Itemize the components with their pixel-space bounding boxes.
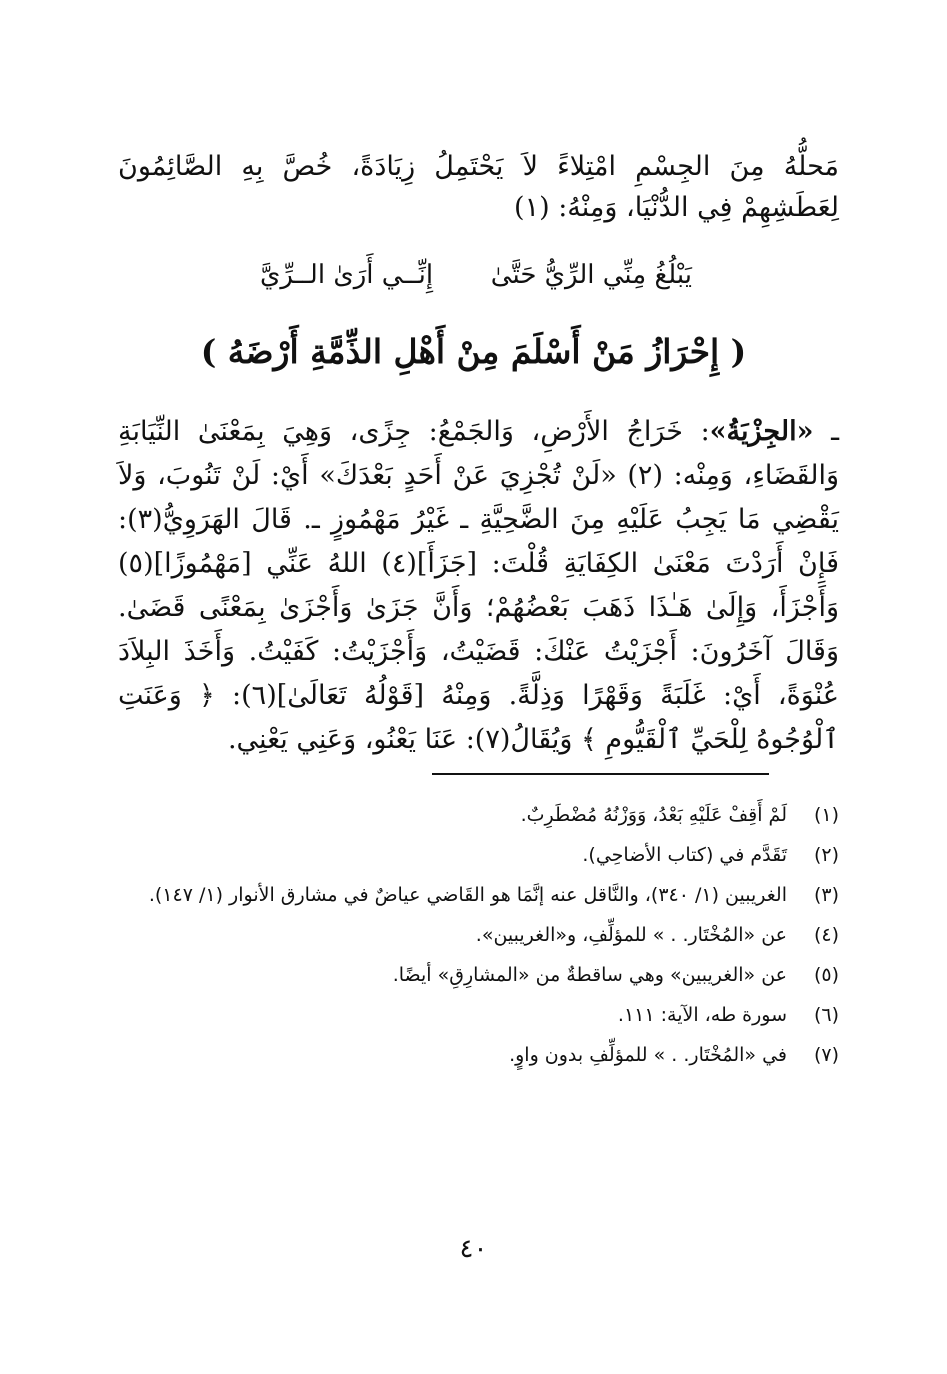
footnote — [118, 995, 839, 1035]
footnote-text: في «المُخْتَار. . » للمؤلِّفِ بدون واوٍ. — [509, 1044, 787, 1066]
footnote-number: (٢) — [813, 844, 839, 866]
verse-first-hemistich: يَبْلُغُ مِنِّي الرِّيُّ حَتَّىٰ — [490, 260, 692, 290]
paragraph-top: مَحلُّهُ مِنَ الجِسْمِ امْتِلاءً لاَ يَحْتَمِلُ زِيَادَةً، خُصَّ بِهِ الصَّائِمُونَ لِعَطَشِهِمْ فِي الدُّنْيَا، وَمِنْهُ: (١) — [118, 151, 839, 223]
footnote-number: (٦) — [813, 1004, 839, 1026]
paragraph-jizya — [118, 410, 839, 762]
footnote — [118, 875, 839, 915]
footnote-text: عن «المُخْتَار. . » للمؤلِّفِ، و«الغريبين». — [475, 924, 787, 946]
section-heading: ( إِحْرَازُ مَنْ أَسْلَمَ مِنْ أَهْلِ الذِّمَّةِ أَرْضَهُ ) — [200, 332, 747, 371]
footnote-number: (٧) — [813, 1044, 839, 1066]
footnote-number: (٣) — [813, 884, 839, 906]
footnote — [118, 795, 839, 835]
footnotes-list — [118, 795, 839, 1075]
footnote-text: تَقَدَّم في (كتاب الأضاحِي). — [582, 844, 787, 866]
poetry-verse — [260, 260, 692, 290]
footnote-text: الغريبين (١/ ٣٤٠)، والنَّاقل عنه إنَّمَا هو القَاضي عياضٌ في مشارق الأنوار (١/ ١٤٧). — [148, 884, 787, 906]
footnote-number: (٥) — [813, 964, 839, 986]
footnote — [118, 915, 839, 955]
paragraph-prefix: ـ — [813, 416, 839, 447]
footnote-divider — [432, 773, 769, 775]
headword: «الجِزْيَةُ» — [709, 416, 814, 447]
verse-second-hemistich: إِنِّــي أَرَىٰ الــرِّيَّ — [260, 260, 434, 290]
footnote — [118, 1035, 839, 1075]
footnote-text: عن «الغريبين» وهي ساقطةٌ من «المشارِقِ» أيضًا. — [392, 964, 787, 986]
footnote — [118, 835, 839, 875]
footnote-number: (٤) — [813, 924, 839, 946]
paragraph-body: : خَرَاجُ الأَرْضِ، وَالجَمْعُ: جِزًى، وَهِيَ بِمَعْنَىٰ النِّيَابَةِ وَالقَضَاءِ، وَمِنْه: (٢) «لَنْ تُجْزِيَ عَنْ أَحَدٍ بَعْدَكَ» أَيْ: لَنْ تَنُوبَ، وَلاَ يَقْضِي مَا يَجِبُ عَلَيْهِ مِنَ الضَّحِيَّةِ ـ غَيْرُ مَهْمُوزٍ ـ. قَالَ الهَرَوِيُّ(٣): فَإِنْ أَرَدْتَ مَعْنَىٰ الكِفَايَةِ قُلْتَ: [جَزَأَ](٤) اللهُ عَنِّي [مَهْمُوزًا](٥) وَأَجْزَأَ، وَإِلَىٰ هَـٰذَا ذَهَبَ بَعْضُهُمْ؛ وَأَنَّ جَزَىٰ وَأَجْزَىٰ بِمَعْنًى قَضَىٰ. وَقَالَ آخَرُونَ: أَجْزَيْتُ عَنْكَ: قَضَيْتُ، وَأَجْزَيْتُ: كَفَيْتُ. وَأَخَذَ البِلاَدَ عُنْوَةً، أَيْ: غَلَبَةً وَقَهْرًا وَذِلَّةً. وَمِنْهُ [قَوْلُهُ تَعَالَىٰ](٦): ﴿ وَعَنَتِ ٱلْوُجُوهُ لِلْحَيِّ ٱلْقَيُّومِ ﴾ وَيُقَالُ(٧): عَنَا يَعْنُو، وَعَنِي يَعْنِي. — [118, 416, 839, 755]
footnote-number: (١) — [813, 804, 839, 826]
page-number: ٤٠ — [459, 1234, 488, 1264]
footnote-text: لَمْ أَقِفْ عَلَيْهِ بَعْدُ، وَوَزْنُهُ مُضْطَرِبٌ. — [520, 804, 787, 826]
footnote — [118, 955, 839, 995]
footnote-text: سورة طه، الآية: ١١١. — [617, 1004, 787, 1026]
